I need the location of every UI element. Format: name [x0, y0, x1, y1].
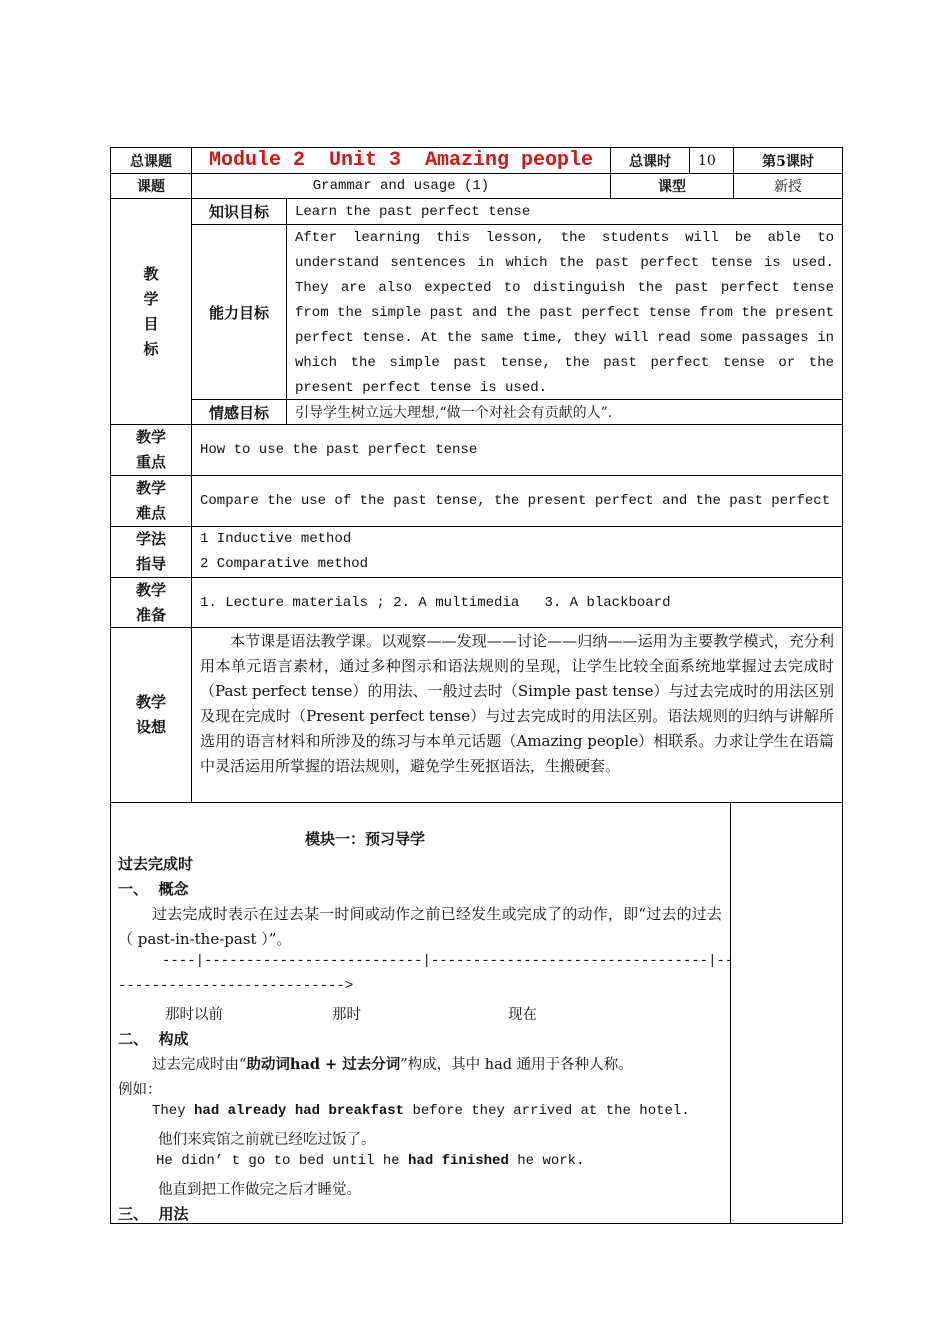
key-points-label: 教学 重点 — [110, 424, 192, 476]
example-1-en: They had already had breakfast before they arrived at the hotel. — [152, 1103, 690, 1119]
difficulties-label: 教学 难点 — [110, 475, 192, 527]
design-value: 本节课是语法教学课。以观察——发现——讨论——归纳——运用为主要教学模式，充分利用本单元语言素材，通过多种图示和语法规则的呈现，让学生比较全面系统地掌握过去完成时（Past perfect tense）的用法、一般过去时（Simple past tense）与过去完成时的用法区别及现在完成时（Present perfect tense）与过去完成时的用法区别。语法规则的归纳与讲解所选用的语言材料和所涉及的练习与本单元话题（Amazing people）相联系。力求让学生在语篇中灵活运用所掌握的语法规则，避免学生死抠语法，生搬硬套。 — [191, 627, 843, 803]
timeline-line-2: ---------------------------> — [118, 978, 354, 994]
section-concept-text: 过去完成时表示在过去某一时间或动作之前已经发生或完成了的动作，即“过去的过去（ past-in-the-past ）”。 — [118, 905, 722, 948]
ability-objective-label: 能力目标 — [191, 224, 287, 400]
total-hours-value: 10 — [689, 147, 734, 174]
lesson-value: Grammar and usage (1) — [191, 173, 611, 199]
topic-value: Module 2 Unit 3 Amazing people — [191, 147, 611, 174]
methods-label: 学法 指导 — [110, 526, 192, 578]
key-points-value: How to use the past perfect tense — [191, 424, 843, 476]
example-label: 例如： — [118, 1082, 162, 1098]
emotion-objective-value: 引导学生树立远大理想,“做一个对社会有贡献的人”. — [286, 399, 843, 425]
example-2-en: He didn’ t go to bed until he had finished he work. — [156, 1153, 585, 1169]
example-2-cn: 他直到把工作做完之后才睡觉。 — [158, 1182, 361, 1198]
module-subtitle: 过去完成时 — [118, 855, 194, 873]
section-structure-text: 过去完成时由“助动词had + 过去分词”构成，其中 had 通用于各种人称。 — [152, 1056, 633, 1073]
module-side-cell — [730, 802, 843, 1224]
section-structure-title: 二、 构成 — [118, 1030, 189, 1048]
section-concept-title: 一、 概念 — [118, 880, 189, 898]
topic-label: 总课题 — [110, 147, 192, 174]
section-usage-title: 三、 用法 — [118, 1205, 189, 1223]
module-title: 模块一：预习导学 — [305, 830, 426, 848]
timeline-label-then: 那时 — [332, 1007, 361, 1023]
ability-objective-value: After learning this lesson, the students will be able to understand sentences in which the past perfect tense is used. They are also expected to distinguish the past perfect tense from the simple past and the past perfect tense from the present perfect tense. At the same time, they will read some passages in which the simple past tense, the past perfect tense or the present perfect tense is used. — [286, 224, 843, 400]
preparation-value: 1. Lecture materials ; 2. A multimedia 3. A blackboard — [191, 577, 843, 628]
timeline-line-1: ----|--------------------------|---------------------------------|-- — [162, 953, 734, 969]
lesson-number: 第5课时 — [733, 147, 843, 174]
objectives-label: 教 学 目 标 — [110, 198, 192, 425]
example-1-cn: 他们来宾馆之前就已经吃过饭了。 — [158, 1132, 376, 1148]
emotion-objective-label: 情感目标 — [191, 399, 287, 425]
difficulties-value: Compare the use of the past tense, the present perfect and the past perfect — [191, 475, 843, 527]
total-hours-label: 总课时 — [610, 147, 690, 174]
lesson-label: 课题 — [110, 173, 192, 199]
type-label: 课型 — [610, 173, 734, 199]
timeline-label-before: 那时以前 — [165, 1007, 223, 1023]
knowledge-objective-value: Learn the past perfect tense — [286, 198, 843, 225]
preparation-label: 教学 准备 — [110, 577, 192, 628]
design-label: 教学 设想 — [110, 627, 192, 803]
timeline-label-now: 现在 — [508, 1007, 537, 1023]
type-value: 新授 — [733, 173, 843, 199]
methods-value: 1 Inductive method 2 Comparative method — [191, 526, 843, 578]
knowledge-objective-label: 知识目标 — [191, 198, 287, 225]
